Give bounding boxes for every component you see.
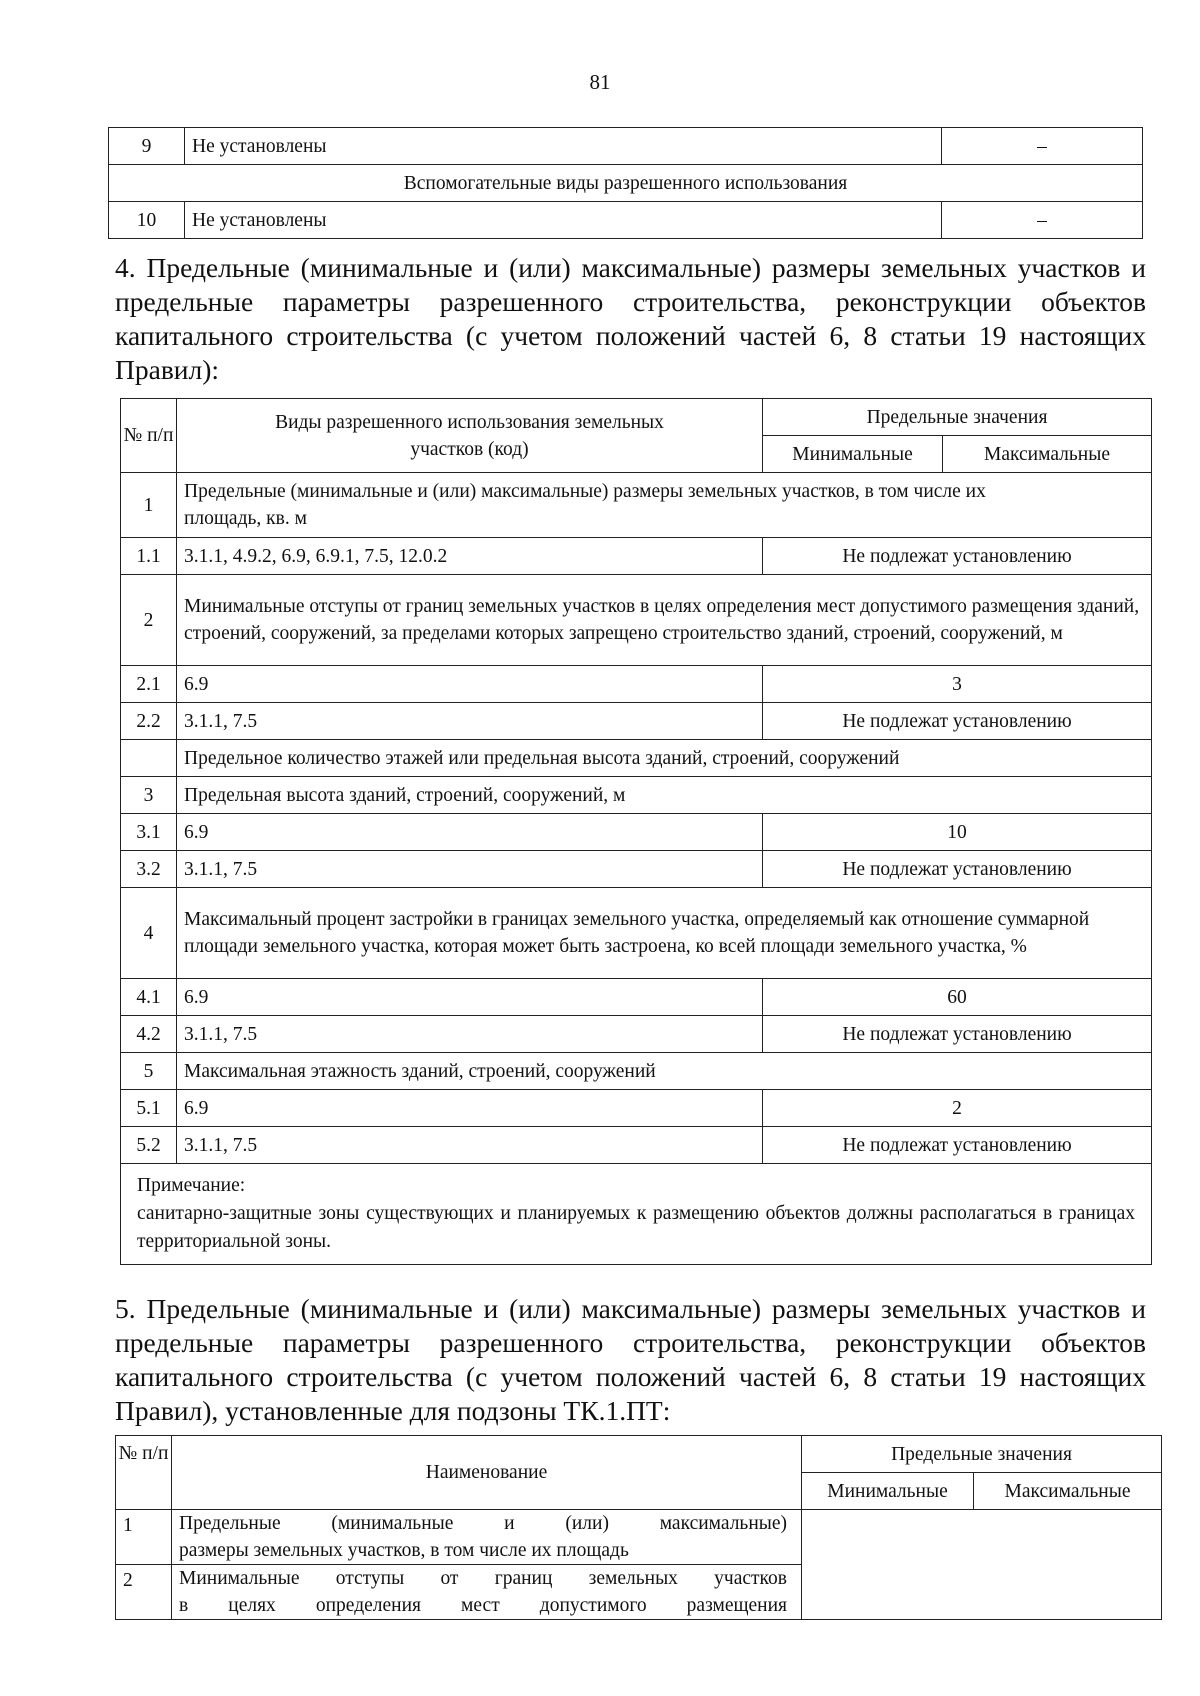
table-row	[121, 1090, 1152, 1127]
note-row	[121, 1164, 1152, 1265]
header-limits: Предельные значения	[763, 399, 1152, 436]
table-row	[116, 1510, 1162, 1565]
header-name: Наименование	[172, 1436, 802, 1510]
row-text: Предельные (минимальные и (или) максимальные) размеры земельных участков, в том числе их площадь, кв. м	[177, 473, 1152, 538]
paragraph-4	[115, 251, 1146, 387]
row-name-line: размеры земельных участков, в том числе их площадь	[179, 1540, 629, 1561]
header-kind: Виды разрешенного использования земельных участков (код)	[177, 399, 763, 473]
row-number: 3.1	[121, 814, 177, 851]
row-name	[172, 1510, 802, 1565]
row-number: 2.2	[121, 703, 177, 740]
page-number: 81	[589, 70, 611, 94]
note-cell	[121, 1164, 1152, 1265]
row-number: 4.1	[121, 979, 177, 1016]
row-value: Не подлежат установлению	[763, 1016, 1152, 1053]
table-row	[121, 888, 1152, 979]
subzone-parameters-table	[115, 1435, 1162, 1620]
row-codes: 3.1.1, 4.9.2, 6.9, 6.9.1, 7.5, 12.0.2	[177, 538, 763, 575]
row-number: 2	[116, 1565, 172, 1620]
table-row	[109, 202, 1143, 239]
values-cell	[802, 1510, 1162, 1620]
row-number: 1	[116, 1510, 172, 1565]
row-value: –	[942, 128, 1143, 165]
row-number: 1	[121, 473, 177, 538]
table-row	[121, 851, 1152, 888]
row-name-line: Минимальные отступы от границ земельных участков	[179, 1568, 787, 1589]
row-value: Не подлежат установлению	[763, 1127, 1152, 1164]
header-max: Максимальные	[974, 1473, 1162, 1510]
row-number: 3	[121, 777, 177, 814]
row-number: 5	[121, 1053, 177, 1090]
table-row	[121, 703, 1152, 740]
row-codes: 6.9	[177, 666, 763, 703]
table-row	[121, 1127, 1152, 1164]
row-value: –	[942, 202, 1143, 239]
row-value: Не подлежат установлению	[763, 538, 1152, 575]
section-header: Вспомогательные виды разрешенного использования	[109, 165, 1143, 202]
header-max: Максимальные	[943, 436, 1152, 473]
row-number: 4	[121, 888, 177, 979]
table-row	[121, 1053, 1152, 1090]
row-codes: 6.9	[177, 1090, 763, 1127]
row-text: Предельное количество этажей или предельная высота зданий, строений, сооружений	[177, 740, 1152, 777]
table-row	[121, 979, 1152, 1016]
row-number	[121, 740, 177, 777]
row-text: Максимальная этажность зданий, строений, сооружений	[177, 1053, 1152, 1090]
row-codes: 3.1.1, 7.5	[177, 1127, 763, 1164]
header-num: № п/п	[116, 1436, 172, 1510]
table-row	[121, 538, 1152, 575]
header-row	[121, 399, 1152, 436]
header-min: Минимальные	[802, 1473, 974, 1510]
row-name: Не установлены	[185, 128, 942, 165]
header-min: Минимальные	[763, 436, 943, 473]
row-number: 10	[109, 202, 185, 239]
table-row	[109, 128, 1143, 165]
row-value: 2	[763, 1090, 1152, 1127]
row-value: 10	[763, 814, 1152, 851]
table-row	[121, 740, 1152, 777]
row-name	[172, 1565, 802, 1620]
permitted-uses-table	[108, 127, 1143, 239]
header-limits: Предельные значения	[802, 1436, 1162, 1473]
row-name: Не установлены	[185, 202, 942, 239]
row-value: Не подлежат установлению	[763, 703, 1152, 740]
row-number: 4.2	[121, 1016, 177, 1053]
row-codes: 3.1.1, 7.5	[177, 851, 763, 888]
row-text: Минимальные отступы от границ земельных участков в целях определения мест допустимого размещения зданий, строений, сооружений, за пределами которых запрещено строительство зданий, строений, сооружений, м	[177, 575, 1152, 666]
note-text: санитарно-защитные зоны существующих и планируемых к размещению объектов должны располагаться в границах территориальной зоны.	[137, 1203, 1136, 1252]
header-num: № п/п	[121, 399, 177, 473]
table-row	[121, 473, 1152, 538]
table-row	[121, 666, 1152, 703]
paragraph-4-text: 4. Предельные (минимальные и (или) максимальные) размеры земельных участков и предельные параметры разрешенного строительства, реконструкции объектов капитального строительства (с учетом положений частей 6, 8 статьи 19 настоящих Правил):	[115, 252, 1146, 385]
row-number: 9	[109, 128, 185, 165]
row-text: Максимальный процент застройки в границах земельного участка, определяемый как отношение суммарной площади земельного участка, которая может быть застроена, ко всей площади земельного участка, %	[177, 888, 1152, 979]
row-number: 2	[121, 575, 177, 666]
row-codes: 6.9	[177, 979, 763, 1016]
table-row	[121, 1016, 1152, 1053]
row-codes: 6.9	[177, 814, 763, 851]
row-number: 5.2	[121, 1127, 177, 1164]
row-name-line: в целях определения мест допустимого размещения	[179, 1595, 787, 1616]
row-text: Предельная высота зданий, строений, сооружений, м	[177, 777, 1152, 814]
row-value: 60	[763, 979, 1152, 1016]
table-row	[121, 814, 1152, 851]
row-value: Не подлежат установлению	[763, 851, 1152, 888]
row-number: 2.1	[121, 666, 177, 703]
table-row	[121, 777, 1152, 814]
row-value: 3	[763, 666, 1152, 703]
section-header-row	[109, 165, 1143, 202]
note-title: Примечание:	[137, 1175, 246, 1196]
row-codes: 3.1.1, 7.5	[177, 1016, 763, 1053]
header-row	[116, 1436, 1162, 1473]
row-number: 5.1	[121, 1090, 177, 1127]
row-codes: 3.1.1, 7.5	[177, 703, 763, 740]
table-row	[121, 575, 1152, 666]
row-name-line: Предельные (минимальные и (или) максимальные)	[179, 1513, 787, 1534]
parameters-table	[120, 398, 1152, 1265]
paragraph-5-text: 5. Предельные (минимальные и (или) максимальные) размеры земельных участков и предельные параметры разрешенного строительства, реконструкции объектов капитального строительства (с учетом положений частей 6, 8 статьи 19 настоящих Правил), установленные для подзоны ТК.1.ПТ:	[115, 1293, 1146, 1426]
row-number: 1.1	[121, 538, 177, 575]
row-number: 3.2	[121, 851, 177, 888]
paragraph-5	[115, 1292, 1146, 1428]
